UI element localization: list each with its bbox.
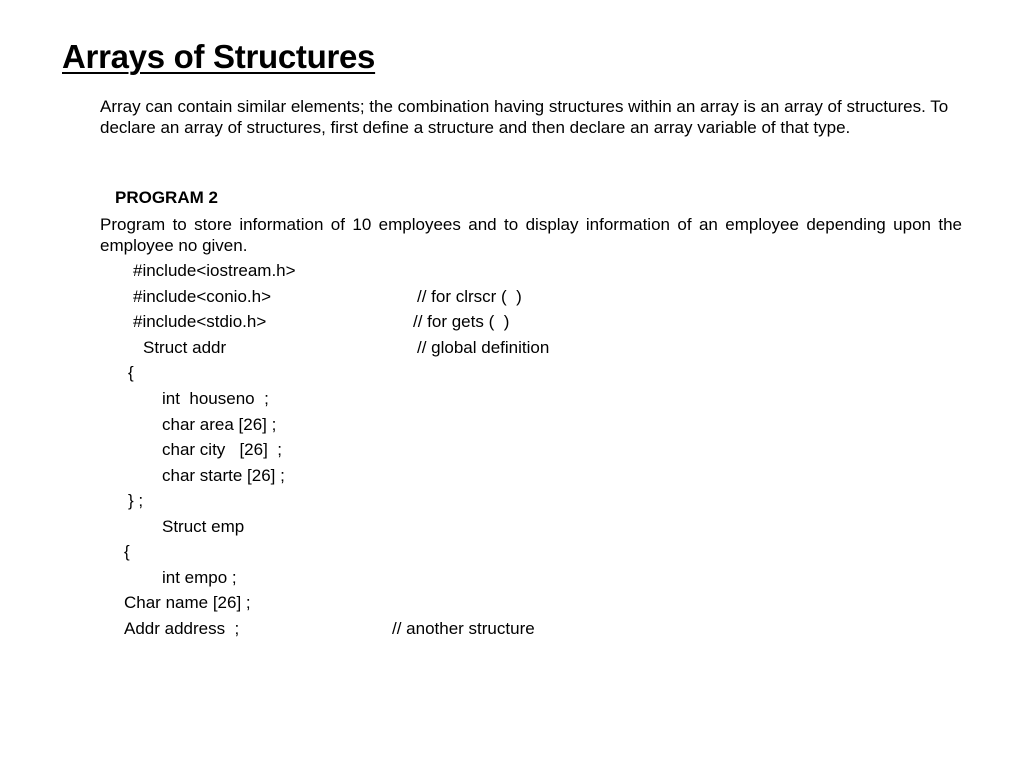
slide-title: Arrays of Structures xyxy=(62,38,376,75)
code-comment: // for gets ( ) xyxy=(413,312,510,331)
code-line: Addr address ; xyxy=(124,619,240,638)
code-line: int empo ; xyxy=(162,568,237,587)
code-line: char city [26] ; xyxy=(162,440,282,459)
code-line: Char name [26] ; xyxy=(124,593,251,612)
code-comment: // another structure xyxy=(392,619,535,638)
code-comment: // for clrscr ( ) xyxy=(417,287,522,306)
code-line: Struct emp xyxy=(162,517,245,536)
code-line: #include<iostream.h> xyxy=(133,261,296,280)
code-line: int houseno ; xyxy=(162,389,269,408)
code-line: Struct addr xyxy=(143,338,227,357)
code-line: char starte [26] ; xyxy=(162,466,285,485)
code-line: } ; xyxy=(128,491,144,510)
program-heading: PROGRAM 2 xyxy=(115,188,218,207)
program-description: Program to store information of 10 employees and to display information of an employee depending upon the employee no given. xyxy=(100,215,962,255)
code-line: { xyxy=(128,363,134,382)
code-line: #include<stdio.h> xyxy=(133,312,267,331)
code-comment: // global definition xyxy=(417,338,550,357)
intro-paragraph: Array can contain similar elements; the combination having structures within an array is an array of structures. To declare an array of structures, first define a structure and then declare an array variable of that type. xyxy=(100,97,949,137)
code-line: char area [26] ; xyxy=(162,415,277,434)
code-line: { xyxy=(124,542,130,561)
code-line: #include<conio.h> xyxy=(133,287,272,306)
